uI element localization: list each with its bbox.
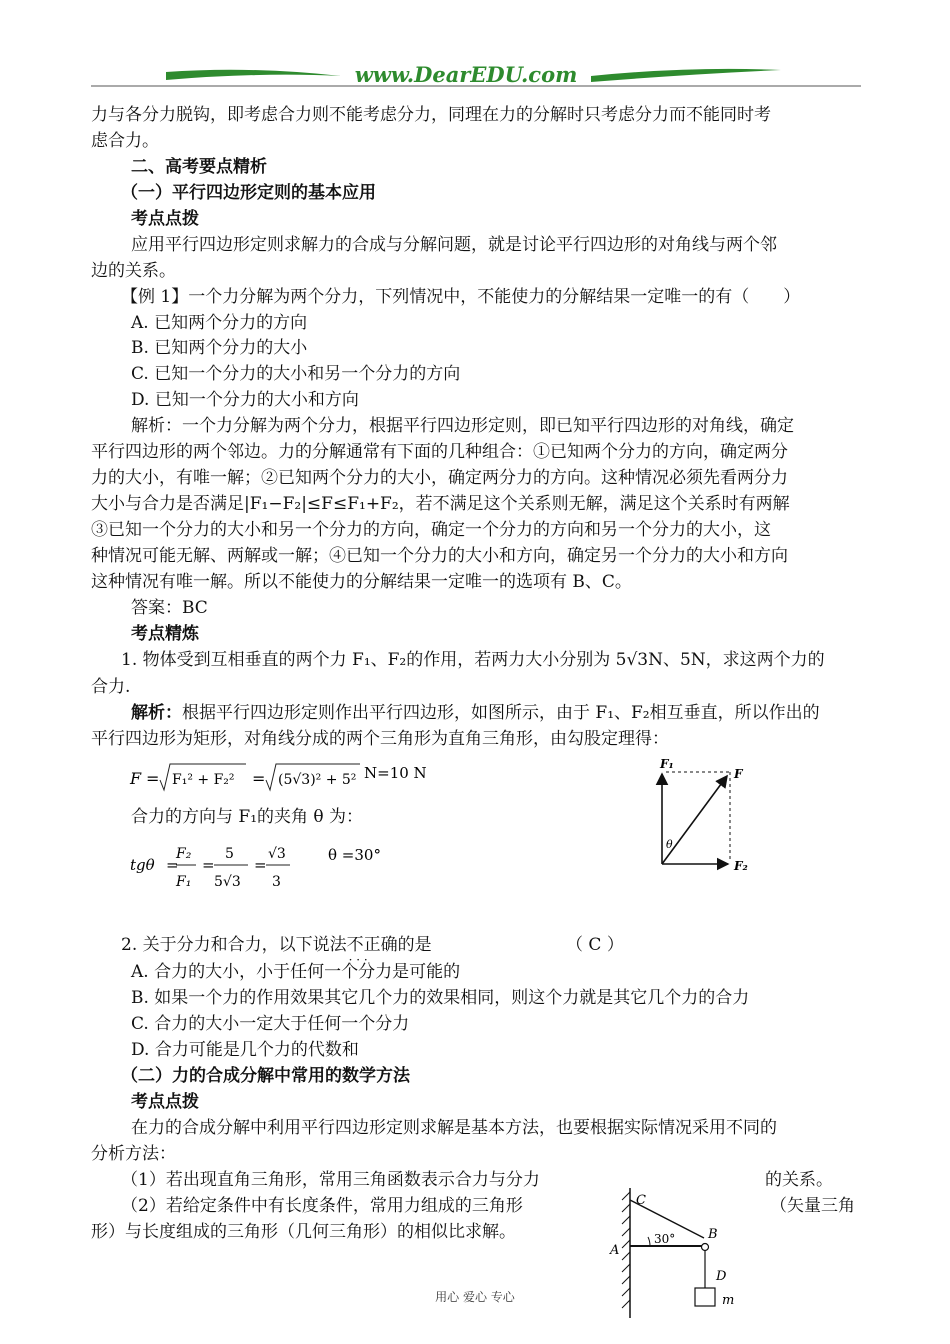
topic-heading: 考点点拨 bbox=[131, 1092, 199, 1112]
text-line: 合力的方向与 F₁的夹角 θ 为： bbox=[131, 807, 364, 827]
example-question: 【例 1】一个力分解为两个分力，下列情况中，不能使力的分解结果一定唯一的有（ ） bbox=[121, 287, 801, 307]
text-line: 力与各分力脱钩，即考虑合力则不能考虑分力，同理在力的分解时只考虑分力而不能同时考 bbox=[91, 105, 771, 125]
svg-text:F₁: F₁ bbox=[176, 874, 192, 890]
wall-rod-diagram bbox=[608, 1180, 758, 1330]
solution-label: 解析： bbox=[131, 703, 182, 723]
text-line: 虑合力。 bbox=[91, 131, 159, 151]
text-line: 这种情况有唯一解。所以不能使力的分解结果一定唯一的选项有 B、C。 bbox=[91, 572, 632, 592]
label-a: A bbox=[610, 1243, 620, 1258]
svg-text:(5√3)² + 5²: (5√3)² + 5² bbox=[278, 772, 357, 788]
svg-text:F₂: F₂ bbox=[176, 846, 192, 862]
option-c: C. 合力的大小一定大于任何一个分力 bbox=[131, 1014, 410, 1034]
label-f2: F₂ bbox=[734, 859, 748, 873]
text-line: 平行四边形的两个邻边。力的分解通常有下面的几种组合：①已知两个分力的方向，确定两分 bbox=[91, 442, 788, 462]
text-line: 解析：一个力分解为两个分力，根据平行四边形定则，即已知平行四边形的对角线，确定 bbox=[131, 416, 794, 436]
option-d: D. 已知一个分力的大小和方向 bbox=[131, 390, 359, 410]
force-diagram bbox=[640, 752, 770, 877]
topic-heading: 考点精炼 bbox=[131, 624, 199, 644]
subsection-heading: （二）力的合成分解中常用的数学方法 bbox=[121, 1066, 410, 1086]
option-a: A. 合力的大小，小于任何一个分力是可能的 bbox=[131, 962, 461, 982]
svg-text:N=10 N: N=10 N bbox=[364, 764, 427, 782]
label-b: B bbox=[708, 1227, 718, 1242]
svg-text:θ =30°: θ =30° bbox=[328, 846, 381, 864]
text-line: 形）与长度组成的三角形（几何三角形）的相似比求解。 bbox=[91, 1222, 516, 1242]
svg-text:=: = bbox=[166, 856, 179, 874]
svg-text:√3: √3 bbox=[268, 846, 286, 862]
option-c: C. 已知一个分力的大小和另一个分力的方向 bbox=[131, 364, 461, 384]
option-b: B. 如果一个力的作用效果其它几个力的效果相同，则这个力就是其它几个力的合力 bbox=[131, 988, 750, 1008]
svg-text:5: 5 bbox=[225, 846, 234, 862]
option-b: B. 已知两个分力的大小 bbox=[131, 338, 308, 358]
formula-resultant bbox=[128, 760, 428, 796]
svg-text:=: = bbox=[252, 769, 266, 788]
label-c: C bbox=[636, 1193, 646, 1208]
label-f1: F₁ bbox=[660, 757, 674, 771]
page-footer: 用心 爱心 专心 bbox=[435, 1290, 515, 1304]
question-1: 1. 物体受到互相垂直的两个力 F₁、F₂的作用，若两力大小分别为 5√3N、5N，求这两个力的 bbox=[121, 650, 825, 670]
left-swoosh-icon bbox=[166, 70, 341, 80]
question-2: 2. 关于分力和合力，以下说法不正确 · · ·的是 （ C ） bbox=[121, 934, 432, 956]
header-banner bbox=[91, 62, 861, 92]
topic-heading: 考点点拨 bbox=[131, 209, 199, 229]
svg-text:=: = bbox=[254, 856, 267, 874]
text-line: （矢量三角 bbox=[770, 1196, 855, 1216]
label-f: F bbox=[734, 767, 743, 781]
solution-line: 解析：根据平行四边形定则作出平行四边形，如图所示，由于 F₁、F₂相互垂直，所以作出的 bbox=[131, 703, 820, 723]
option-a: A. 已知两个分力的方向 bbox=[131, 313, 308, 333]
svg-text:F: F bbox=[130, 769, 142, 788]
svg-text:5√3: 5√3 bbox=[214, 874, 241, 890]
text-line: 分析方法： bbox=[91, 1144, 176, 1164]
right-swoosh-icon bbox=[591, 69, 781, 82]
emphasis-text: 不正确 · · · bbox=[347, 935, 398, 955]
text-line: 合力. bbox=[91, 677, 131, 697]
label-m: m bbox=[722, 1293, 735, 1308]
text-line: 边的关系。 bbox=[91, 261, 176, 281]
text-line: 的关系。 bbox=[765, 1170, 833, 1190]
text-line: （1）若出现直角三角形，常用三角函数表示合力与分力 bbox=[121, 1170, 540, 1190]
answer-line: 答案：BC bbox=[131, 598, 208, 618]
svg-text:=: = bbox=[202, 856, 215, 874]
site-name: www.DearEDU.com bbox=[354, 62, 578, 87]
answer-bracket: （ C ） bbox=[566, 935, 624, 955]
text-line: （2）若给定条件中有长度条件，常用力组成的三角形 bbox=[121, 1196, 523, 1216]
label-theta: θ bbox=[666, 838, 673, 851]
svg-text:=: = bbox=[146, 769, 160, 788]
text-line: 大小与合力是否满足|F₁−F₂|≤F≤F₁+F₂，若不满足这个关系则无解，满足这个关系时有两解 bbox=[91, 494, 790, 514]
text-line: 种情况可能无解、两解或一解；④已知一个分力的大小和方向，确定另一个分力的大小和方向 bbox=[91, 546, 788, 566]
svg-text:tgθ: tgθ bbox=[130, 856, 155, 874]
text-line: 应用平行四边形定则求解力的合成与分解问题，就是讨论平行四边形的对角线与两个邻 bbox=[131, 235, 777, 255]
section-heading: 二、高考要点精析 bbox=[131, 157, 267, 177]
text-line: 在力的合成分解中利用平行四边形定则求解是基本方法，也要根据实际情况采用不同的 bbox=[131, 1118, 777, 1138]
text-line: 平行四边形为矩形，对角线分成的两个三角形为直角三角形，由勾股定理得： bbox=[91, 729, 669, 749]
text-line: 力的大小，有唯一解；②已知两个分力的大小，确定两分力的方向。这种情况必须先看两分力 bbox=[91, 468, 788, 488]
svg-text:3: 3 bbox=[272, 874, 281, 890]
label-d: D bbox=[716, 1269, 727, 1284]
option-d: D. 合力可能是几个力的代数和 bbox=[131, 1040, 359, 1060]
subsection-heading: （一）平行四边形定则的基本应用 bbox=[121, 183, 376, 203]
label-angle: 30° bbox=[654, 1232, 676, 1246]
svg-text:F₁² + F₂²: F₁² + F₂² bbox=[172, 772, 235, 788]
formula-angle bbox=[128, 838, 428, 894]
text-line: ③已知一个分力的大小和另一个分力的方向，确定一个分力的方向和另一个分力的大小，这 bbox=[91, 520, 771, 540]
